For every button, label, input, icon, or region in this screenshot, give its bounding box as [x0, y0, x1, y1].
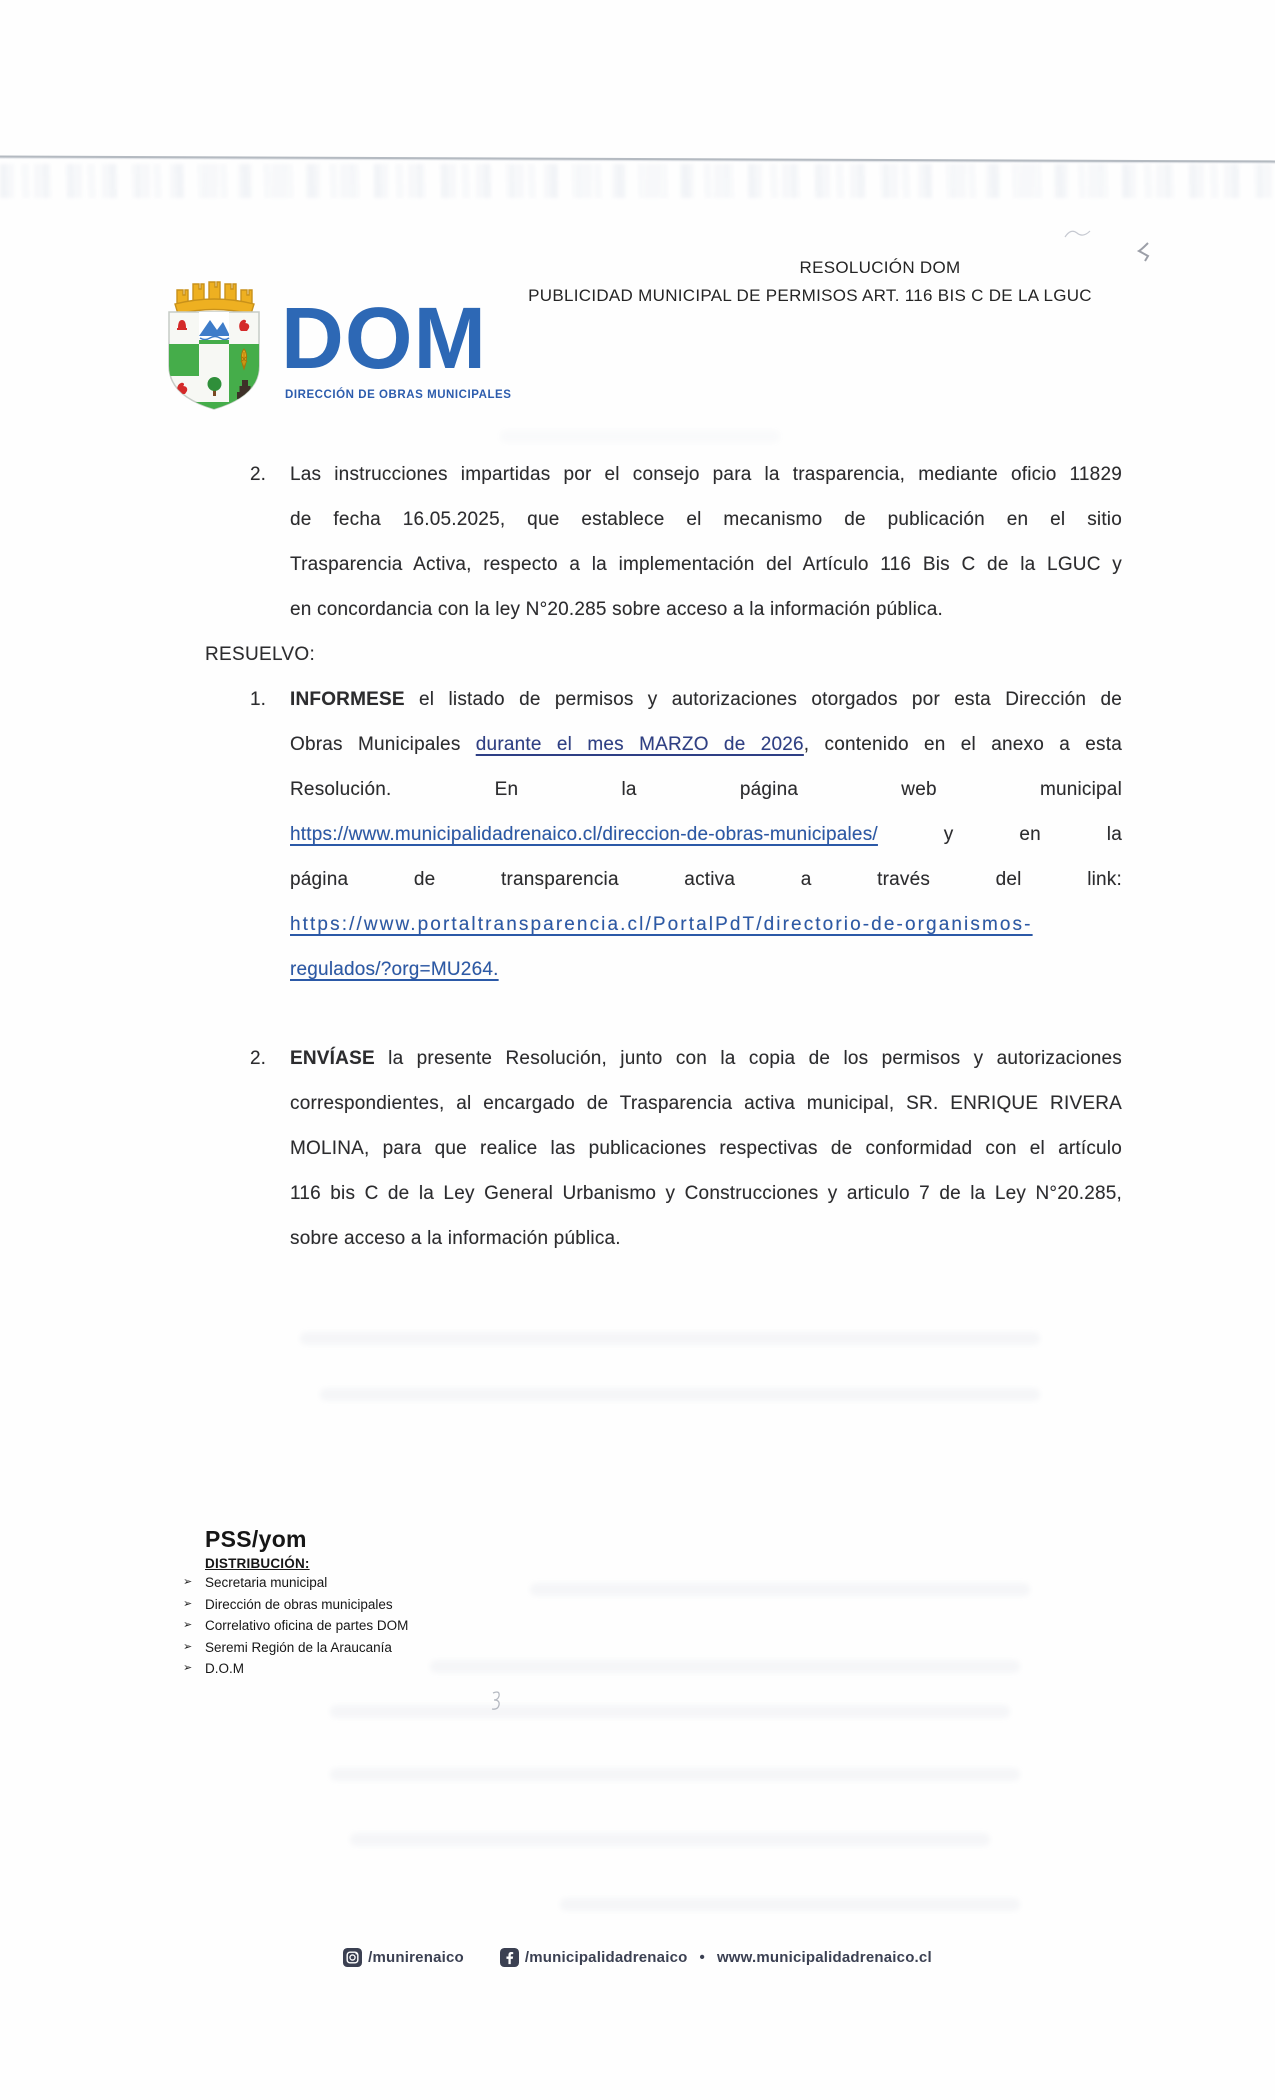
signature-block [183, 1526, 408, 1680]
emphasized-text: INFORMESE [290, 689, 405, 710]
document-link[interactable]: https://www.municipalidadrenaico.cl/direccion-de-obras-municipales/ [290, 824, 878, 845]
instagram-icon [343, 1948, 362, 1967]
document-link[interactable]: https://www.portaltransparencia.cl/PortalPdT/directorio-de-organismos- [290, 914, 1033, 935]
underlined-text: durante el mes MARZO de 2026 [475, 734, 804, 755]
arrow-bullet-icon: ➢ [183, 1662, 193, 1674]
distribution-item [183, 1594, 408, 1616]
body-text: y en la [877, 824, 1122, 845]
bleedthrough-smudge [530, 1583, 1030, 1596]
body-text: , contenido en el anexo a esta [803, 734, 1122, 755]
list-number: 2. [250, 1048, 266, 1069]
text-line [290, 1126, 1122, 1171]
body-text: de fecha 16.05.2025, que establece el mecanismo de publicación en el sitio [290, 509, 1122, 530]
distribution-item-label: Correlativo oficina de partes DOM [205, 1618, 409, 1633]
bleedthrough-smudge [560, 1898, 1020, 1911]
author-initials: PSS/yom [205, 1526, 307, 1552]
list-number: 2. [250, 464, 266, 485]
list-number: 1. [250, 689, 266, 710]
page-footer [0, 1948, 1275, 1967]
resuelvo-heading: RESUELVO: [205, 644, 316, 665]
body-text: Resolución. En la página web municipal [290, 779, 1122, 800]
text-line [290, 452, 1122, 497]
scan-line-artifact [0, 156, 1275, 163]
preamble-item [250, 452, 1122, 632]
text-line [290, 1171, 1122, 1216]
text-line [290, 902, 1122, 947]
distribution-item [183, 1572, 408, 1594]
distribution-item-label: D.O.M [205, 1661, 244, 1676]
arrow-bullet-icon: ➢ [183, 1597, 193, 1610]
website-link[interactable]: www.municipalidadrenaico.cl [716, 1949, 932, 1966]
arrow-bullet-icon: ➢ [183, 1576, 193, 1588]
arrow-bullet-icon: ➢ [183, 1640, 193, 1653]
bleedthrough-smudge [320, 1388, 1040, 1401]
distribution-item [183, 1637, 408, 1659]
dom-wordmark-subtitle: DIRECCIÓN DE OBRAS MUNICIPALES [285, 389, 512, 401]
body-text: el listado de permisos y autorizaciones otorgados por esta Dirección de [404, 689, 1122, 710]
text-line [290, 767, 1122, 812]
text-line [290, 497, 1122, 542]
body-text: 116 bis C de la Ley General Urbanismo y Construcciones y articulo 7 de la Ley N°20.285, [290, 1183, 1122, 1204]
preamble-paragraph [290, 452, 1122, 632]
distribution-item-label: Seremi Región de la Araucanía [205, 1639, 392, 1655]
document-subtitle: PUBLICIDAD MUNICIPAL DE PERMISOS ART. 116 BIS C DE LA LGUC [528, 286, 1092, 305]
resolution-paragraph [290, 677, 1122, 992]
bleedthrough-smudge [350, 1833, 990, 1846]
body-text: en concordancia con la ley N°20.285 sobre acceso a la información pública. [290, 599, 943, 620]
distribution-item-label: Dirección de obras municipales [205, 1596, 393, 1612]
municipal-crest-icon [147, 270, 282, 416]
text-line [290, 542, 1122, 587]
distribution-item-label: Secretaria municipal [205, 1575, 328, 1590]
pencil-mark [490, 1690, 506, 1712]
distribution-item [183, 1658, 408, 1680]
resolution-item-1 [250, 677, 1122, 992]
document-title: RESOLUCIÓN DOM [799, 258, 961, 277]
distribution-list [183, 1572, 408, 1680]
facebook-handle: /municipalidadrenaico [524, 1949, 688, 1966]
body-text: correspondientes, al encargado de Trasparencia activa municipal, SR. ENRIQUE RIVERA [290, 1093, 1122, 1114]
facebook-icon [500, 1948, 519, 1967]
facebook-link[interactable] [500, 1948, 688, 1967]
body-text: Las instrucciones impartidas por el consejo para la trasparencia, mediante oficio 11829 [290, 464, 1122, 485]
body-text: página de transparencia activa a través del link: [290, 869, 1122, 890]
body-text: Trasparencia Activa, respecto a la implementación del Artículo 116 Bis C de la LGUC y [290, 554, 1122, 575]
text-line [290, 1081, 1122, 1126]
arrow-bullet-icon: ➢ [183, 1619, 193, 1631]
text-line [290, 947, 1122, 992]
pencil-mark [1064, 226, 1092, 242]
text-line [290, 722, 1122, 767]
document-body [205, 452, 1122, 1261]
instagram-link[interactable] [343, 1948, 464, 1967]
scan-noise-artifact [0, 164, 1275, 198]
footer-separator: • [699, 1949, 705, 1966]
bleedthrough-smudge [330, 1705, 1010, 1718]
body-text: MOLINA, para que realice las publicaciones respectivas de conformidad con el artículo [290, 1138, 1122, 1159]
bleedthrough-smudge [300, 1332, 1040, 1345]
text-line [290, 1216, 1122, 1261]
distribution-label: DISTRIBUCIÓN: [205, 1556, 310, 1571]
dom-wordmark: DOM [281, 290, 487, 387]
body-text: la presente Resolución, junto con la copia de los permisos y autorizaciones [374, 1048, 1122, 1069]
text-line [290, 677, 1122, 722]
bleedthrough-smudge [430, 1660, 1020, 1673]
text-line [290, 812, 1122, 857]
emphasized-text: ENVÍASE [290, 1048, 375, 1069]
instagram-handle: /munirenaico [368, 1949, 464, 1966]
body-text: Obras Municipales [290, 734, 476, 755]
distribution-item [183, 1615, 408, 1637]
resolution-paragraph [290, 1036, 1122, 1261]
text-line [290, 857, 1122, 902]
resolution-item-2 [250, 1036, 1122, 1261]
bleedthrough-smudge [500, 430, 780, 443]
document-link[interactable]: regulados/?org=MU264. [290, 959, 499, 980]
text-line [290, 1036, 1122, 1081]
bleedthrough-smudge [330, 1768, 1020, 1781]
body-text: sobre acceso a la información pública. [290, 1228, 621, 1249]
text-line [290, 587, 1122, 632]
